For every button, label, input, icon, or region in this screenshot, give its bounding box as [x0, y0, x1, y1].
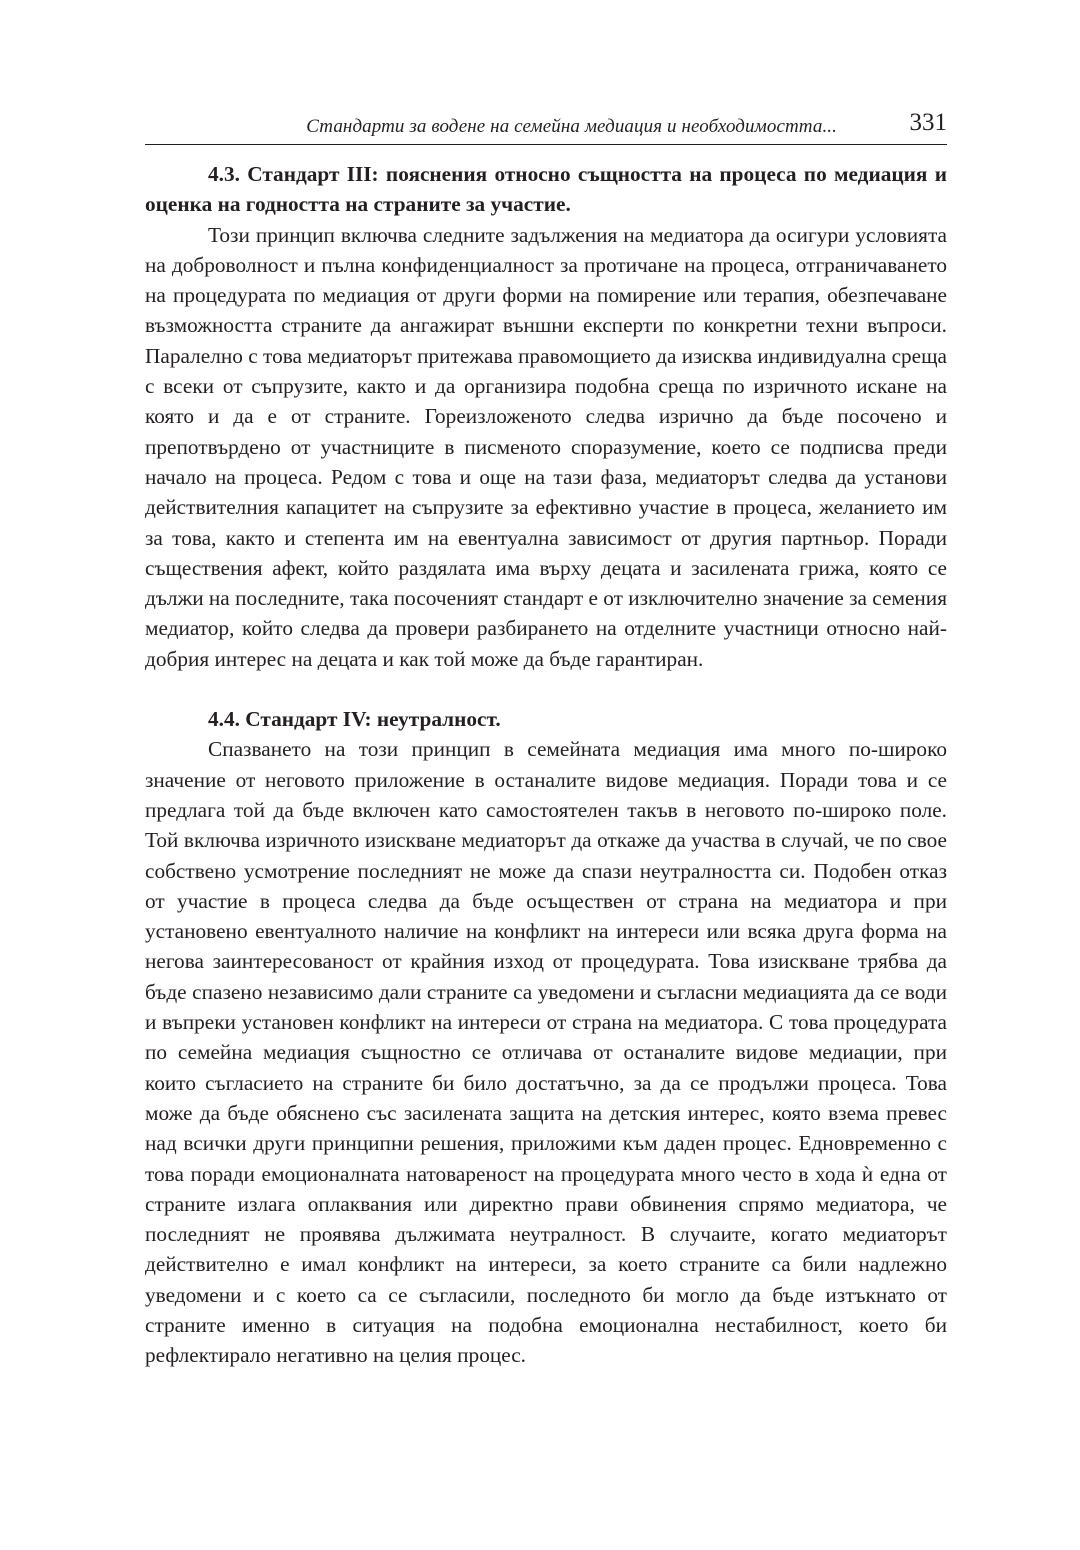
section-body: Този принцип включва следните задължения на медиатора да осигури условията на доброволност и пълна конфиденциалност за протичане на процеса, отграничаването на процедурата по медиация от други форми на помирение или терапия, обезпечаване възможността страните да ангажират външни експерти по конкретни техни въпроси. Паралелно с това медиаторът притежава правомощието да изисква индивидуална среща с всеки от съпрузите, както и да организира подобна среща по изричното искане на която и да е от страните. Гореизложеното следва изрично да бъде посочено и препотвърдено от участниците в писменото споразумение, което се подписва преди начало на процеса. Редом с това и още на тази фаза, медиаторът следва да установи действителния капацитет на съпрузите за ефективно участие в процеса, желанието им за това, както и степента им на евентуална зависимост от другия партньор. Поради съществения афект, който раздялата има върху децата и засилената грижа, която се дължи на последните, така посоченият стандарт е от изключително значение за семения медиатор, който следва да провери разбирането на отделните участници относно най-добрия интерес на децата и как той може да бъде гарантиран. — [145, 222, 947, 671]
section-standard-4 — [145, 704, 947, 1371]
section-heading: 4.4. Стандарт IV: неутралност. — [208, 707, 501, 732]
running-header — [145, 110, 947, 145]
section-body: Спазването на този принцип в семейната медиация има много по-широко значение от неговото приложение в останалите видове медиация. Поради това и се предлага той да бъде включен като самостоятелен такъв в неговото по-широко поле. Той включва изричното изискване медиаторът да откаже да участва в случай, че по свое собствено усмотрение последният не може да спази неутралността си. Подобен отказ от участие в процеса следва да бъде осъществен от страна на медиатора и при установено евентуалното наличие на конфликт на интереси или всяка друга форма на негова заинтересованост от крайния изход от процедурата. Това изискване трябва да бъде спазено независимо дали страните са уведомени и съгласни медиацията да се води и въпреки установен конфликт на интереси от страна на медиатора. С това процедурата по семейна медиация същностно се отличава от останалите видове медиации, при които съгласието на страните би било достатъчно, за да се продължи процеса. Това може да бъде обяснено със засилената защита на детския интерес, която взема превес над всички други принципни решения, приложими към даден процес. Едновременно с това поради емоционалната натовареност на процедурата много често в хода ѝ една от страните излага оплаквания или директно прави обвинения спрямо медиатора, че последният не проявява дължимата неутралност. В случаите, когато медиаторът действително е имал конфликт на интереси, за което страните са били надлежно уведомени и с което са се съгласили, последното би могло да бъде изтъкнато от страните именно в ситуация на подобна емоционална нестабилност, което би рефлектирало негативно на целия процес. — [145, 737, 947, 1368]
section-spacer — [145, 674, 947, 704]
section-standard-3 — [145, 159, 947, 674]
section-heading: 4.3. Стандарт III: пояснения относно същността на процеса по медиация и оценка на годността на страните за участие. — [145, 162, 947, 217]
running-title: Стандарти за водене на семейна медиация и необходимостта... — [306, 116, 837, 137]
book-page — [145, 110, 947, 1371]
page-number: 331 — [909, 109, 947, 136]
page-content — [145, 159, 947, 1371]
